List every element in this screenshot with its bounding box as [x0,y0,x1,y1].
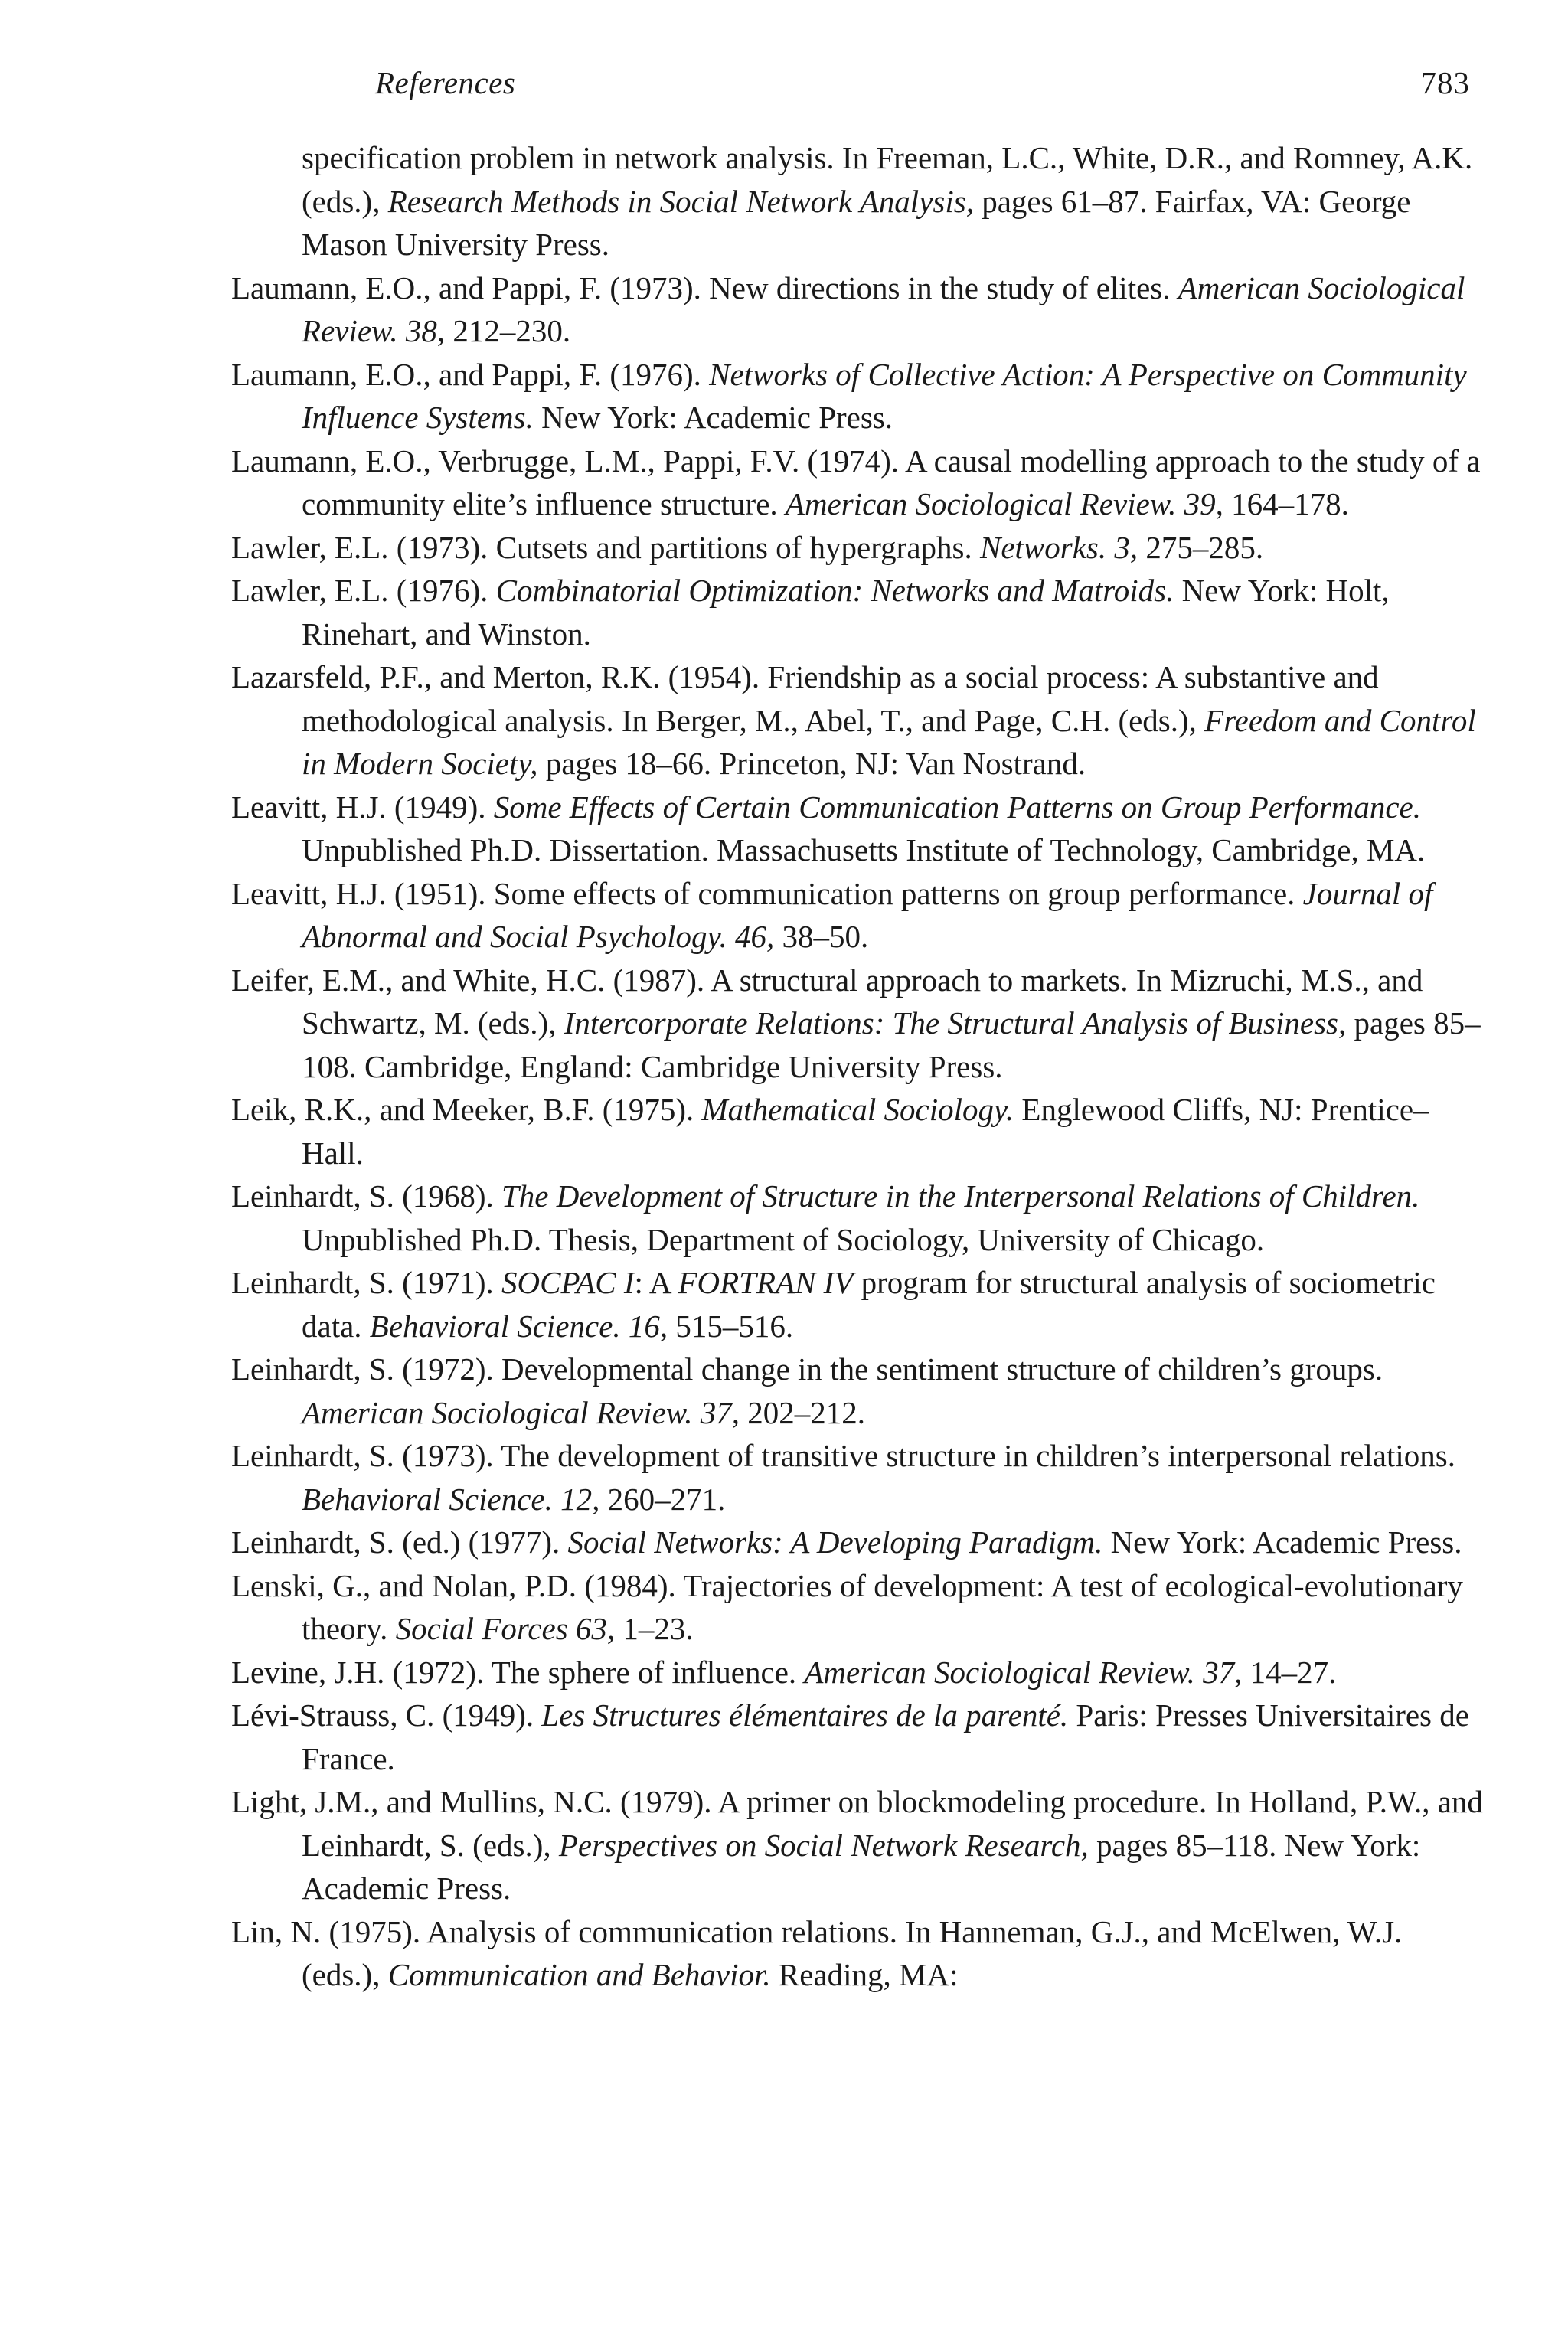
reference-segment: New York: Holt, Rinehart, and Winston. [302,573,1390,652]
reference-segment: Lin, N. (1975). Analysis of communication relations. In Hanneman, G.J., and McElwen, W.J. (eds.), [231,1913,1403,1992]
reference-italic-segment: Journal of Abnormal and Social Psychology. 46, [302,875,1433,954]
reference-entry [231,353,1487,439]
reference-italic-segment: Behavioral Science. 16, [369,1308,668,1344]
reference-segment: 202–212. [739,1394,865,1430]
reference-entry [231,439,1487,526]
reference-entry [231,872,1487,959]
reference-segment: Lévi-Strauss, C. (1949). [231,1697,542,1733]
reference-italic-segment: American Sociological Review. 37, [302,1394,740,1430]
reference-segment: pages 85–108. Cambridge, England: Cambridge University Press. [302,1005,1481,1084]
reference-segment: Lawler, E.L. (1973). Cutsets and partitions of hypergraphs. [231,529,980,565]
reference-segment: Lawler, E.L. (1976). [231,573,496,608]
reference-segment: Leinhardt, S. (1971). [231,1265,501,1300]
reference-segment: pages 61–87. Fairfax, VA: George Mason University Press. [302,183,1411,262]
reference-entry [231,1910,1487,1997]
reference-italic-segment: The Development of Structure in the Interpersonal Relations of Children. [501,1178,1420,1214]
reference-segment: Unpublished Ph.D. Thesis, Department of Sociology, University of Chicago. [302,1221,1265,1257]
reference-segment: Leinhardt, S. (1968). [231,1178,501,1214]
reference-segment: Laumann, E.O., and Pappi, F. (1976). [231,356,710,392]
reference-segment: 1–23. [615,1611,694,1646]
reference-entry [231,1175,1487,1261]
reference-segment: Leinhardt, S. (ed.) (1977). [231,1524,568,1560]
reference-italic-segment: American Sociological Review. 39, [785,486,1223,521]
reference-italic-segment: FORTRAN IV [678,1265,854,1300]
reference-segment: Levine, J.H. (1972). The sphere of influence. [231,1654,805,1690]
running-title: References [375,65,516,100]
reference-entry [231,1261,1487,1348]
reference-italic-segment: Social Networks: A Developing Paradigm. [567,1524,1103,1560]
reference-entry [231,1651,1487,1694]
reference-segment: Light, J.M., and Mullins, N.C. (1979). A primer on blockmodeling procedure. In Holland, P.W., and Leinhardt, S. (eds.), [231,1784,1483,1863]
reference-italic-segment: Freedom and Control in Modern Society, [302,702,1476,781]
reference-segment: Lazarsfeld, P.F., and Merton, R.K. (1954). Friendship as a social process: A substantive and methodological analysis. In Berger, M., Abel, T., and Page, C.H. (eds.), [231,659,1379,738]
reference-segment: New York: Academic Press. [533,400,893,435]
reference-italic-segment: Social Forces 63, [395,1611,616,1646]
reference-segment: Leavitt, H.J. (1951). Some effects of communication patterns on group performance. [231,875,1303,911]
reference-italic-segment: Mathematical Sociology. [701,1092,1014,1127]
reference-italic-segment: American Sociological Review. 37, [804,1654,1243,1690]
reference-segment: 164–178. [1223,486,1349,521]
reference-italic-segment: Combinatorial Optimization: Networks and Matroids. [495,573,1174,608]
reference-entry [231,959,1487,1089]
reference-entry [231,1088,1487,1175]
reference-segment: Reading, MA: [770,1957,959,1992]
reference-segment: Leavitt, H.J. (1949). [231,789,494,825]
reference-entry [231,786,1487,872]
reference-italic-segment: SOCPAC I [501,1265,635,1300]
reference-entry [231,526,1487,570]
reference-segment: Laumann, E.O., Verbrugge, L.M., Pappi, F.V. (1974). A causal modelling approach to the study of a community elite’s influence structure. [231,443,1481,521]
page-number: 783 [1420,65,1470,100]
reference-segment: Leik, R.K., and Meeker, B.F. (1975). [231,1092,702,1127]
reference-italic-segment: Intercorporate Relations: The Structural Analysis of Business, [564,1005,1347,1041]
reference-segment: Laumann, E.O., and Pappi, F. (1973). New directions in the study of elites. [231,270,1178,305]
reference-segment: Lenski, G., and Nolan, P.D. (1984). Trajectories of development: A test of ecological-evolutionary theory. [231,1567,1463,1646]
running-head [375,64,1470,110]
reference-italic-segment: Some Effects of Certain Communication Patterns on Group Performance. [493,789,1421,825]
reference-entry [231,1564,1487,1651]
reference-segment: Unpublished Ph.D. Dissertation. Massachusetts Institute of Technology, Cambridge, MA. [302,832,1426,867]
reference-segment: 275–285. [1138,529,1264,565]
reference-entry [231,1434,1487,1521]
reference-segment: pages 18–66. Princeton, NJ: Van Nostrand. [537,746,1086,781]
reference-segment: : A [634,1265,678,1300]
reference-italic-segment: Networks of Collective Action: A Perspective on Community Influence Systems. [302,356,1467,435]
reference-segment: specification problem in network analysis. In Freeman, L.C., White, D.R., and Romney, A.K. (eds.), [302,140,1473,219]
reference-segment: pages 85–118. New York: Academic Press. [302,1827,1421,1906]
reference-entry [231,1780,1487,1910]
reference-entry [231,266,1487,353]
reference-italic-segment: American Sociological Review. 38, [302,270,1465,348]
reference-entry [231,1694,1487,1780]
reference-entry [231,136,1487,266]
reference-entry [231,569,1487,655]
reference-segment: 14–27. [1242,1654,1337,1690]
reference-segment: program for structural analysis of sociometric data. [302,1265,1436,1344]
reference-entry [231,1521,1487,1564]
reference-segment: 212–230. [445,313,571,348]
reference-segment: Englewood Cliffs, NJ: Prentice–Hall. [302,1092,1429,1171]
reference-italic-segment: Networks. 3, [979,529,1138,565]
reference-segment: Leifer, E.M., and White, H.C. (1987). A structural approach to markets. In Mizruchi, M.S., and Schwartz, M. (eds.), [231,962,1423,1041]
reference-segment: 515–516. [668,1308,794,1344]
reference-italic-segment: Behavioral Science. 12, [302,1481,600,1517]
reference-segment: Leinhardt, S. (1973). The development of transitive structure in children’s interpersonal relations. [231,1438,1455,1473]
reference-italic-segment: Les Structures élémentaires de la parenté. [541,1697,1069,1733]
reference-segment: Leinhardt, S. (1972). Developmental change in the sentiment structure of children’s groups. [231,1351,1383,1387]
reference-italic-segment: Communication and Behavior. [387,1957,771,1992]
reference-entry [231,655,1487,786]
reference-entry [231,1348,1487,1434]
reference-segment: New York: Academic Press. [1102,1524,1462,1560]
reference-list [231,136,1487,1997]
reference-segment: Paris: Presses Universitaires de France. [302,1697,1469,1776]
reference-italic-segment: Research Methods in Social Network Analysis, [387,183,974,219]
reference-segment: 38–50. [774,919,869,954]
reference-segment: 260–271. [599,1481,726,1517]
reference-italic-segment: Perspectives on Social Network Research, [558,1827,1089,1863]
